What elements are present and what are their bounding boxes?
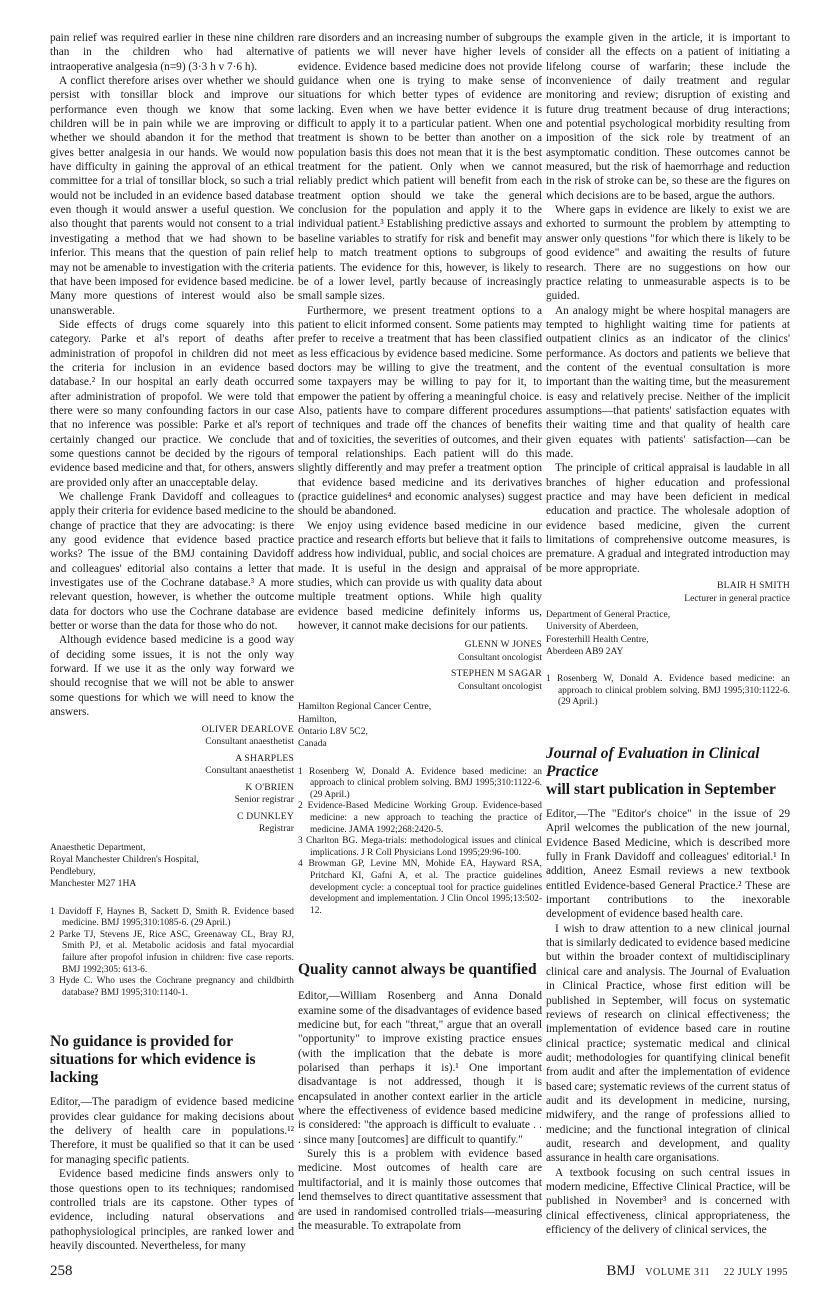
body-paragraph: Side effects of drugs come squarely into this category. Parke et al's report of deaths after administration of propofol in children did not meet the criteria for inclusion in an evidence based database.² In our hospital an early death occurred after administration of propofol. We were told that there were so many confounding factors in our case that no inference was possible: Parke et al's report certainly changed our practice. We conclude that some questions cannot be decided by the rigours of evidence based medicine and that, for others, answers are provided only after an unacceptable delay.: [50, 318, 294, 489]
address-line: Anaesthetic Department,: [50, 841, 146, 853]
article-heading: [546, 745, 790, 799]
reference: 2 Evidence-Based Medicine Working Group. Evidence-based medicine: a new approach to teaching the practice of medicine. JAMA 1992;268:2420-5.: [298, 801, 542, 835]
body-paragraph: Editor,—The "Editor's choice" in the issue of 29 April welcomes the publication of the new journal, Evidence Based Medicine, which is described more fully in Frank Davidoff and colleagues' editorial.¹ In addition, Aneez Esmail reviews a new textbook entitled Evidence-based General Practice.² These are important contributions to the inexorable development of evidence based health care.: [546, 808, 790, 921]
body-paragraph: Although evidence based medicine is a good way of deciding some issues, it is not the only way forward. If we use it as the only way forward we should recognise that we will not be able to answer some questions for which we will need to know the answers.: [50, 634, 294, 719]
column-3: [546, 31, 790, 1237]
reference-list: [546, 674, 790, 709]
author-name: OLIVER DEARLOVE: [201, 723, 294, 735]
reference-list: [298, 767, 542, 918]
issue-date: 22 JULY 1995: [723, 1267, 788, 1279]
body-paragraph: rare disorders and an increasing number of subgroups of patients we will never have higher levels of evidence. Evidence based medicine does not provide guidance when one is trying to make sense of situations for which better types of evidence are lacking. Even when we have better evidence it is difficult to apply it to a particular patient. When one treatment is shown to be better than another on a population basis this does not mean that it is the best treatment for the patient. Only when we cannot reliably predict which patient will benefit from each treatment option should we take the general conclusion for the population and apply it to the individual patient.³ Establishing predictive assays and baseline variables to stratify for risk and benefit may help to match treatment options to subgroups of patients. The evidence for this, however, is likely to be of a lower level, partly because of increasingly small sample sizes.: [298, 32, 542, 303]
author-role: Registrar: [258, 823, 294, 834]
body-paragraph: The principle of critical appraisal is laudable in all branches of higher education and professional practice and may have been deficient in medical education and practice. The wholesale adoption of evidence based medicine, given the current limitations of comprehensive outcome measures, is premature. A gradual and integrated introduction may be more appropriate.: [546, 462, 790, 575]
reference: 3 Charlton BG. Mega-trials: methodological issues and clinical implications. J R Coll Physicians Lond 1995;29:96-100.: [298, 836, 542, 858]
author-name: STEPHEN M SAGAR: [451, 668, 542, 680]
reference: 1 Davidoff F, Haynes B, Sackett D, Smith R. Evidence based medicine. BMJ 1995;310:1085-6. (29 April.): [50, 906, 294, 929]
body-paragraph: A textbook focusing on such central issues in modern medicine, Effective Clinical Practice, will be published in November³ and is concerned with clinical effectiveness, clinical appropriateness, the efficiency of the delivery of clinical services, the: [546, 1166, 790, 1236]
reference: 1 Rosenberg W, Donald A. Evidence based medicine: an approach to clinical problem solving. BMJ 1995;310:1122-6. (29 April.): [298, 766, 542, 800]
address-line: University of Aberdeen,: [546, 621, 639, 633]
address-line: Hamilton Regional Cancer Centre,: [298, 701, 432, 713]
body-paragraph: We enjoy using evidence based medicine in our practice and research efforts but believe that it fails to address how individual, public, and social choices are made. It is useful in the design and appraisal of studies, which can provide us with quality data about multiple treatment options. While high quality evidence based medicine definitely informs us, however, it cannot make decisions for our patients.: [298, 519, 542, 633]
author-role: Consultant oncologist: [458, 651, 542, 663]
author-name: BLAIR H SMITH: [717, 580, 790, 592]
author-role: Consultant anaesthetist: [205, 736, 294, 747]
signatories: [298, 639, 542, 693]
body-paragraph: pain relief was required earlier in these nine children than in the children who had alternative intraoperative analgesia (n=9) (3·3 h v 7·6 h).: [50, 32, 294, 73]
signatories: [50, 724, 294, 836]
author-role: Consultant anaesthetist: [205, 765, 294, 776]
address-line: Ontario L8V 5C2,: [298, 726, 368, 738]
author-address: [50, 842, 294, 891]
address-line: Canada: [298, 738, 327, 750]
body-paragraph: I wish to draw attention to a new clinical journal that is similarly dedicated to evidence based medicine but within the broader context of multidisciplinary clinical care and analysis. The Journal of Evaluation in Clinical Practice, whose first edition will be published in September, will focus on systematic reviews of research on clinical effectiveness; the implementation of evidence based care in routine clinical practice; systematic medical and clinical audit; methodologies for quantifying clinical benefit from audit and after the implementation of evidence based care; systematic reviews of the current status of audit and its development in medicine, nursing, midwifery, and the range of professions allied to medicine; and the functional integration of clinical audit, research and development, and quality assurance in health care organisations.: [546, 922, 790, 1165]
body-paragraph: Editor,—William Rosenberg and Anna Donald examine some of the disadvantages of evidence based medicine but, for each "threat," argue that an overall "opportunity" to improve existing practice ensues (with the implication that the debate is more polarised than perhaps it is).¹ One important disadvantage is not addressed, though it is encapsulated in another context earlier in the article where the effectiveness of evidence based medicine is considered: "the approach is difficult to evaluate . . . since many [outcomes] are difficult to quantify.": [298, 990, 542, 1146]
body-paragraph: Surely this is a problem with evidence based medicine. Most outcomes of health care are multifactorial, and it is mainly those outcomes that lend themselves to direct quantitative assessment that are used in randomised controlled trials—measuring the measurable. To extrapolate from: [298, 1148, 542, 1232]
author-address: [298, 701, 542, 750]
journal-title: Journal of Evaluation in Clinical Practice: [546, 745, 760, 781]
journal-footer: [606, 1263, 788, 1280]
body-paragraph: Where gaps in evidence are likely to exist we are exhorted to surmount the problem by attempting to answer only questions "for which there is likely to be good evidence" and awaiting the results of future research. There are no suggestions on how our practice relating to unmeasurable aspects is to be guided.: [546, 204, 790, 303]
author-name: K O'BRIEN: [245, 781, 294, 793]
reference: 2 Parke TJ, Stevens JE, Rice ASC, Greenaway CL, Bray RJ, Smith PJ, et al. Metabolic acidosis and fatal myocardial failure after propofol infusion in children: five case reports. BMJ 1992;305: 613-6.: [50, 929, 294, 975]
volume: VOLUME 311: [645, 1267, 711, 1279]
body-paragraph: the example given in the article, it is important to consider all the effects on a patient of initiating a lifelong course of warfarin; these include the inconvenience of daily treatment and regular monitoring and review; disruption of existing and future drug treatment because of drug interactions; and potential psychological morbidity resulting from imposition of the sick role by treatment of an asymptomatic condition. These outcomes cannot be measured, but the risk of haemorrhage and reduction in the risk of stroke can be, so these are the figures on which decisions are to be based, argue the authors.: [546, 32, 790, 202]
address-line: Department of General Practice,: [546, 609, 671, 621]
body-paragraph: Evidence based medicine finds answers only to those questions open to its techniques; randomised controlled trials are its capstone. Other types of evidence, including natural observations and pathophysiological principles, are ranked lower and heavily discounted. Nevertheless, for many: [50, 1168, 294, 1252]
signatories: [546, 580, 790, 605]
reference: 1 Rosenberg W, Donald A. Evidence based medicine: an approach to clinical problem solving. BMJ 1995;310:1122-6. (29 April.): [546, 674, 790, 708]
reference: 3 Hyde C. Who uses the Cochrane pregnancy and childbirth database? BMJ 1995;310:1140-1.: [50, 976, 294, 998]
article-heading: Quality cannot always be quantified: [298, 961, 537, 979]
author-role: Senior registrar: [234, 794, 294, 805]
address-line: Royal Manchester Children's Hospital,: [50, 853, 199, 865]
author-role: Consultant oncologist: [458, 680, 542, 692]
body-paragraph: Furthermore, we present treatment options to a patient to elicit informed consent. Some patients may prefer to receive a treatment that has been classified as less efficacious by evidence based medicine. Some doctors may be willing to give the treatment, and some taxpayers may be willing to pay for it, to empower the patient by offering a meaningful choice. Also, patients have to compare different procedures of techniques and trade off the chances of benefits and of toxicities, the severities of outcomes, and their temporal relationships. Each patient will do this slightly differently and may prefer a treatment option that evidence based medicine and its derivatives (practice guidelines⁴ and economic analyses) suggest should be abandoned.: [298, 304, 542, 518]
address-line: Pendlebury,: [50, 866, 96, 878]
address-line: Foresterhill Health Centre,: [546, 633, 649, 645]
column-2: [298, 31, 542, 1233]
address-line: Aberdeen AB9 2AY: [546, 645, 624, 657]
author-name: A SHARPLES: [235, 752, 294, 764]
author-role: Lecturer in general practice: [684, 592, 790, 604]
body-paragraph: Editor,—The paradigm of evidence based medicine provides clear guidance for making decisions about the delivery of health care in populations.¹² Therefore, it must be qualified so that it can be used for managing specific patients.: [50, 1096, 294, 1166]
column-1: [50, 31, 294, 1253]
body-paragraph: We challenge Frank Davidoff and colleagues to apply their criteria for evidence based medicine to the change of practice that they are advocating: is there any good evidence that evidence based practice works? The issue of the BMJ containing Davidoff and colleagues' editorial also contains a letter that investigates use of the Cochrane database.³ A more relevant question, however, is whether the outcome data for doctors who use the Cochrane database are better or worse than the data for those who do not.: [50, 491, 294, 633]
reference-list: [50, 907, 294, 1000]
heading-rest: will start publication in September: [546, 781, 776, 799]
author-name: C DUNKLEY: [237, 810, 294, 822]
address-line: Manchester M27 1HA: [50, 878, 137, 890]
address-line: Hamilton,: [298, 713, 337, 725]
page-footer: [0, 1253, 816, 1294]
author-address: [546, 609, 790, 658]
reference: 4 Browman GP, Levine MN, Mohide EA, Hayward RSA, Pritchard KI, Gafni A, et al. The practice guidelines development cycle: a conceptual tool for practice guidelines development and implementation. J Clin Oncol 1995;13:502-12.: [298, 859, 542, 916]
body-paragraph: An analogy might be where hospital managers are tempted to highlight waiting time for patients at outpatient clinics as an indicator of the clinics' performance. As doctors and patients we believe that the content of the eventual consultation is more important than the waiting time, but the measurement is easy and relatively precise. Neither of the implicit assumptions—that patients' satisfaction equates with their waiting time and that quality of health care given equates with patients' satisfaction—can be made.: [546, 304, 790, 460]
article-heading: No guidance is provided for situations for which evidence is lacking: [50, 1033, 256, 1087]
page-number: 258: [50, 1263, 73, 1280]
author-name: GLENN W JONES: [464, 639, 542, 651]
body-paragraph: A conflict therefore arises over whether we should persist with tonsillar block and improve our performance even though we know that some children will be in pain while we are improving or whether we should abandon it for the method that gives better analgesia in our hands. We would now have difficulty in gaining the approval of an ethical committee for a trial of tonsillar block, so such a trial would not be included in an evidence based database even though it would answer a useful question. We also thought that parents would not consent to a trial investigating a method that we had shown to be inferior. This means that the question of pain relief may not be amenable to investigation with the criteria that have been imposed for evidence based medicine. Many more questions of interest would also be unanswerable.: [50, 75, 294, 317]
journal-name: BMJ: [606, 1263, 636, 1280]
